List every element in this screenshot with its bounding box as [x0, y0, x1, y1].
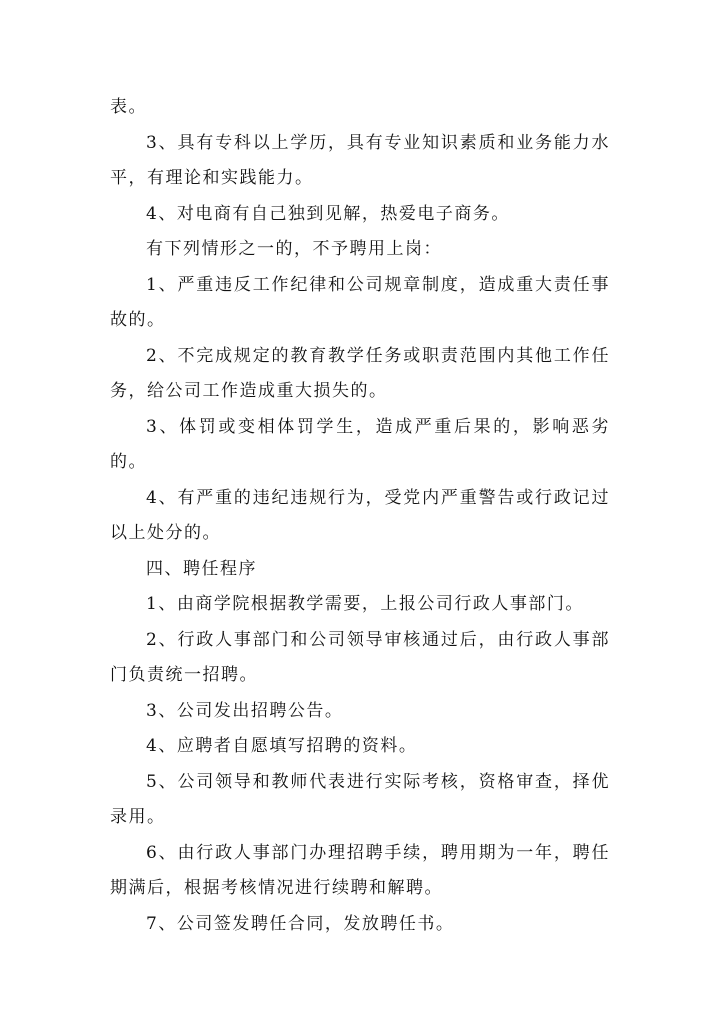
paragraph-exclusion-1: 1、严重违反工作纪律和公司规章制度，造成重大责任事故的。 — [110, 274, 610, 330]
paragraph-procedure-1: 1、由商学院根据教学需要，上报公司行政人事部门。 — [146, 594, 584, 614]
paragraph-exclusion-3: 3、体罚或变相体罚学生，造成严重后果的，影响恶劣的。 — [110, 416, 610, 472]
paragraph-exclusion-heading: 有下列情形之一的，不予聘用上岗： — [146, 239, 442, 259]
paragraph-requirement-3: 3、具有专科以上学历，具有专业知识素质和业务能力水平，有理论和实践能力。 — [110, 132, 610, 188]
paragraph-procedure-2: 2、行政人事部门和公司领导审核通过后，由行政人事部门负责统一招聘。 — [110, 629, 610, 685]
paragraph-requirement-4: 4、对电商有自己独到见解，热爱电子商务。 — [146, 203, 510, 224]
paragraph-procedure-5: 5、公司领导和教师代表进行实际考核，资格审查，择优录用。 — [110, 771, 610, 827]
paragraph-exclusion-4: 4、有严重的违纪违规行为，受党内严重警告或行政记过以上处分的。 — [110, 487, 610, 543]
paragraph-procedure-3: 3、公司发出招聘公告。 — [146, 700, 344, 721]
section-heading-procedure: 四、聘任程序 — [146, 558, 257, 579]
paragraph-procedure-7: 7、公司签发聘任合同，发放聘任书。 — [146, 913, 455, 934]
document-body — [110, 90, 610, 942]
paragraph-procedure-6: 6、由行政人事部门办理招聘手续，聘用期为一年，聘任期满后，根据考核情况进行续聘和解聘。 — [110, 842, 610, 898]
paragraph-continuation: 表。 — [110, 97, 147, 117]
paragraph-exclusion-2: 2、不完成规定的教育教学任务或职责范围内其他工作任务，给公司工作造成重大损失的。 — [110, 345, 610, 401]
paragraph-procedure-4: 4、应聘者自愿填写招聘的资料。 — [146, 736, 418, 756]
